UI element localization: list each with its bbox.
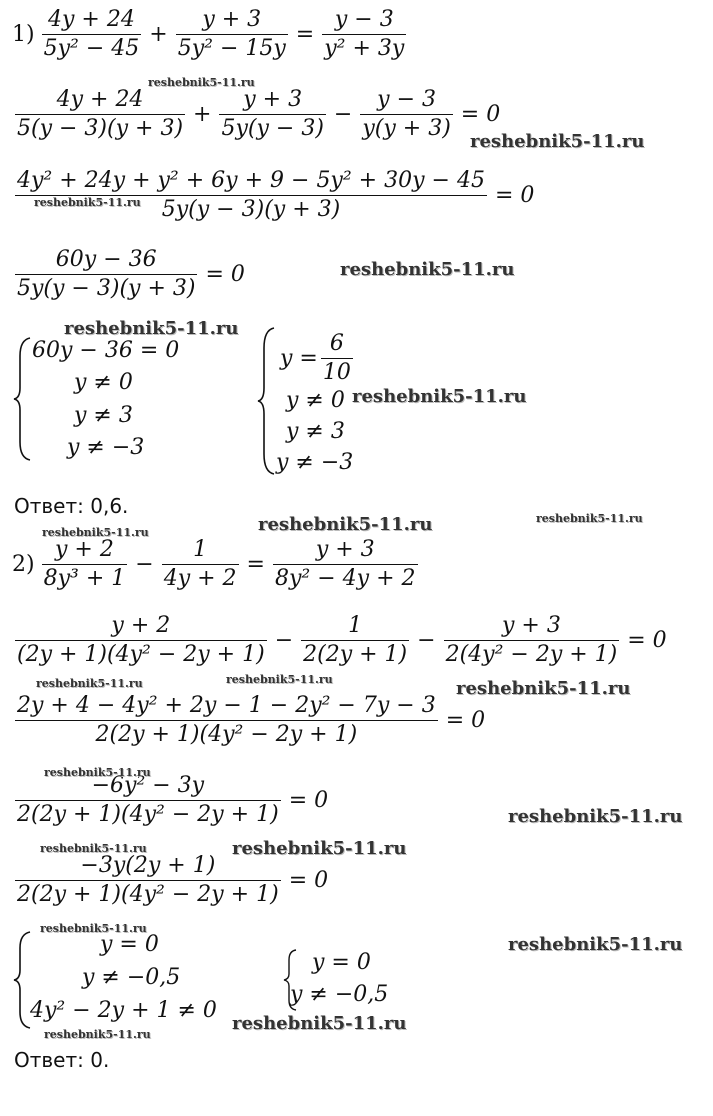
- curly-brace-icon: [12, 336, 32, 462]
- fraction: [42, 6, 142, 63]
- rhs: = 0: [205, 262, 245, 287]
- denominator: (2y + 1)(4y² − 2y + 1): [17, 642, 265, 667]
- watermark: reshebnik5-11.ru: [232, 838, 407, 859]
- operator: −: [333, 102, 353, 127]
- rhs: = 0: [445, 708, 486, 733]
- numerator: 6: [329, 331, 344, 356]
- problem-label: 2): [12, 552, 35, 577]
- watermark: reshebnik5-11.ru: [258, 514, 433, 535]
- watermark: reshebnik5-11.ru: [64, 318, 239, 339]
- fraction: [15, 692, 438, 749]
- system-row: y ≠ −0,5: [290, 982, 389, 1007]
- operator: +: [149, 22, 168, 47]
- system-row: y = 0: [100, 932, 159, 957]
- fraction: [360, 86, 452, 143]
- system-row: y ≠ −3: [276, 450, 354, 475]
- denominator: 5y(y − 3): [221, 116, 324, 141]
- rhs: = 0: [288, 868, 329, 893]
- denominator: 8y² − 4y + 2: [274, 566, 416, 591]
- numerator: y + 3: [202, 7, 262, 32]
- watermark: reshebnik5-11.ru: [40, 922, 147, 935]
- denominator: y(y + 3): [362, 116, 451, 141]
- denominator: 5y² − 15y: [177, 36, 286, 61]
- denominator: 5y(y − 3)(y + 3): [17, 276, 196, 301]
- rhs: = 0: [460, 102, 501, 127]
- rhs: = 0: [494, 183, 535, 208]
- numerator: −3y(2y + 1): [80, 853, 216, 878]
- denominator: 2(2y + 1)(4y² − 2y + 1): [17, 882, 279, 907]
- p2-line-3: [12, 692, 490, 749]
- operator: +: [193, 102, 212, 127]
- denominator: 8y³ + 1: [43, 566, 126, 591]
- numerator: 1: [193, 537, 208, 562]
- watermark: reshebnik5-11.ru: [352, 386, 527, 407]
- system-row: y ≠ 3: [286, 419, 345, 444]
- watermark: reshebnik5-11.ru: [226, 673, 333, 686]
- numerator: 4y + 24: [48, 7, 135, 32]
- numerator: y − 3: [334, 7, 394, 32]
- denominator: 5y² − 45: [43, 36, 140, 61]
- operator: −: [274, 628, 294, 653]
- numerator: y + 2: [111, 613, 171, 638]
- denominator: 2(2y + 1): [303, 642, 408, 667]
- system-row: y ≠ −3: [67, 435, 145, 460]
- fraction: [15, 852, 281, 909]
- system-row: y ≠ 0: [74, 370, 133, 395]
- system-row: [280, 330, 356, 387]
- numerator: y + 3: [243, 87, 303, 112]
- numerator: −6y² − 3y: [91, 773, 205, 798]
- numerator: 4y + 24: [56, 87, 144, 112]
- curly-brace-icon: [12, 930, 32, 1030]
- fraction: [15, 86, 185, 143]
- system-row: y = 0: [312, 950, 371, 975]
- system-row: 4y² − 2y + 1 ≠ 0: [30, 998, 217, 1023]
- answer-2: Ответ: 0.: [14, 1048, 110, 1072]
- fraction: [162, 536, 239, 593]
- numerator: y + 2: [55, 537, 114, 562]
- watermark: reshebnik5-11.ru: [44, 766, 151, 779]
- watermark: reshebnik5-11.ru: [508, 934, 683, 955]
- numerator: y − 3: [377, 87, 436, 112]
- p1-system-a: [12, 336, 212, 466]
- p1-line-4: [12, 246, 250, 303]
- denominator: 5y(y − 3)(y + 3): [161, 197, 341, 222]
- p2-system-a: [12, 930, 252, 1030]
- system-row: y ≠ 0: [286, 388, 345, 413]
- denominator: y² + 3y: [324, 36, 405, 61]
- fraction: [444, 612, 620, 669]
- watermark: reshebnik5-11.ru: [536, 512, 643, 525]
- system-row: y ≠ 3: [74, 403, 133, 428]
- watermark: reshebnik5-11.ru: [34, 196, 141, 209]
- denominator: 4y + 2: [163, 566, 237, 591]
- curly-brace-icon: [256, 326, 276, 476]
- equals: =: [295, 22, 315, 47]
- fraction: [15, 612, 267, 669]
- operator: −: [417, 628, 436, 653]
- numerator: 4y² + 24y + y² + 6y + 9 − 5y² + 30y − 45: [17, 168, 485, 193]
- fraction: [322, 6, 406, 63]
- fraction: [176, 6, 288, 63]
- fraction: [273, 536, 418, 593]
- fraction: [321, 330, 353, 387]
- numerator: 1: [348, 613, 363, 638]
- p2-line-2: [12, 612, 672, 669]
- denominator: 10: [322, 360, 351, 385]
- numerator: 2y + 4 − 4y² + 2y − 1 − 2y² − 7y − 3: [17, 693, 436, 718]
- watermark: reshebnik5-11.ru: [36, 677, 143, 690]
- numerator: 60y − 36: [55, 247, 157, 272]
- fraction: [301, 612, 409, 669]
- watermark: reshebnik5-11.ru: [40, 842, 147, 855]
- watermark: reshebnik5-11.ru: [470, 131, 645, 152]
- watermark: reshebnik5-11.ru: [340, 259, 515, 280]
- watermark: reshebnik5-11.ru: [44, 1028, 151, 1041]
- denominator: 5(y − 3)(y + 3): [17, 116, 184, 141]
- p2-line-1: [12, 536, 421, 593]
- equation-lhs: y =: [280, 346, 318, 371]
- fraction: [42, 536, 128, 593]
- watermark: reshebnik5-11.ru: [456, 678, 631, 699]
- numerator: y + 3: [501, 613, 561, 638]
- watermark: reshebnik5-11.ru: [42, 526, 149, 539]
- fraction: [219, 86, 325, 143]
- denominator: 2(4y² − 2y + 1): [445, 642, 618, 667]
- p2-system-b: [282, 948, 412, 1012]
- rhs: = 0: [288, 788, 329, 813]
- p1-line-2: [12, 86, 505, 143]
- p2-line-4: [12, 772, 333, 829]
- system-row: 60y − 36 = 0: [32, 338, 180, 363]
- p1-line-1: [12, 6, 409, 63]
- fraction: [15, 246, 197, 303]
- watermark: reshebnik5-11.ru: [148, 76, 255, 89]
- denominator: 2(2y + 1)(4y² − 2y + 1): [17, 802, 279, 827]
- watermark: reshebnik5-11.ru: [508, 806, 683, 827]
- equals: =: [246, 552, 265, 577]
- fraction: [15, 772, 281, 829]
- problem-label: 1): [12, 22, 35, 47]
- system-row: y ≠ −0,5: [82, 965, 181, 990]
- p2-line-5: [12, 852, 333, 909]
- denominator: 2(2y + 1)(4y² − 2y + 1): [95, 722, 358, 747]
- watermark: reshebnik5-11.ru: [232, 1013, 407, 1034]
- operator: −: [135, 552, 154, 577]
- numerator: y + 3: [315, 537, 375, 562]
- rhs: = 0: [627, 628, 667, 653]
- answer-1: Ответ: 0,6.: [14, 494, 129, 518]
